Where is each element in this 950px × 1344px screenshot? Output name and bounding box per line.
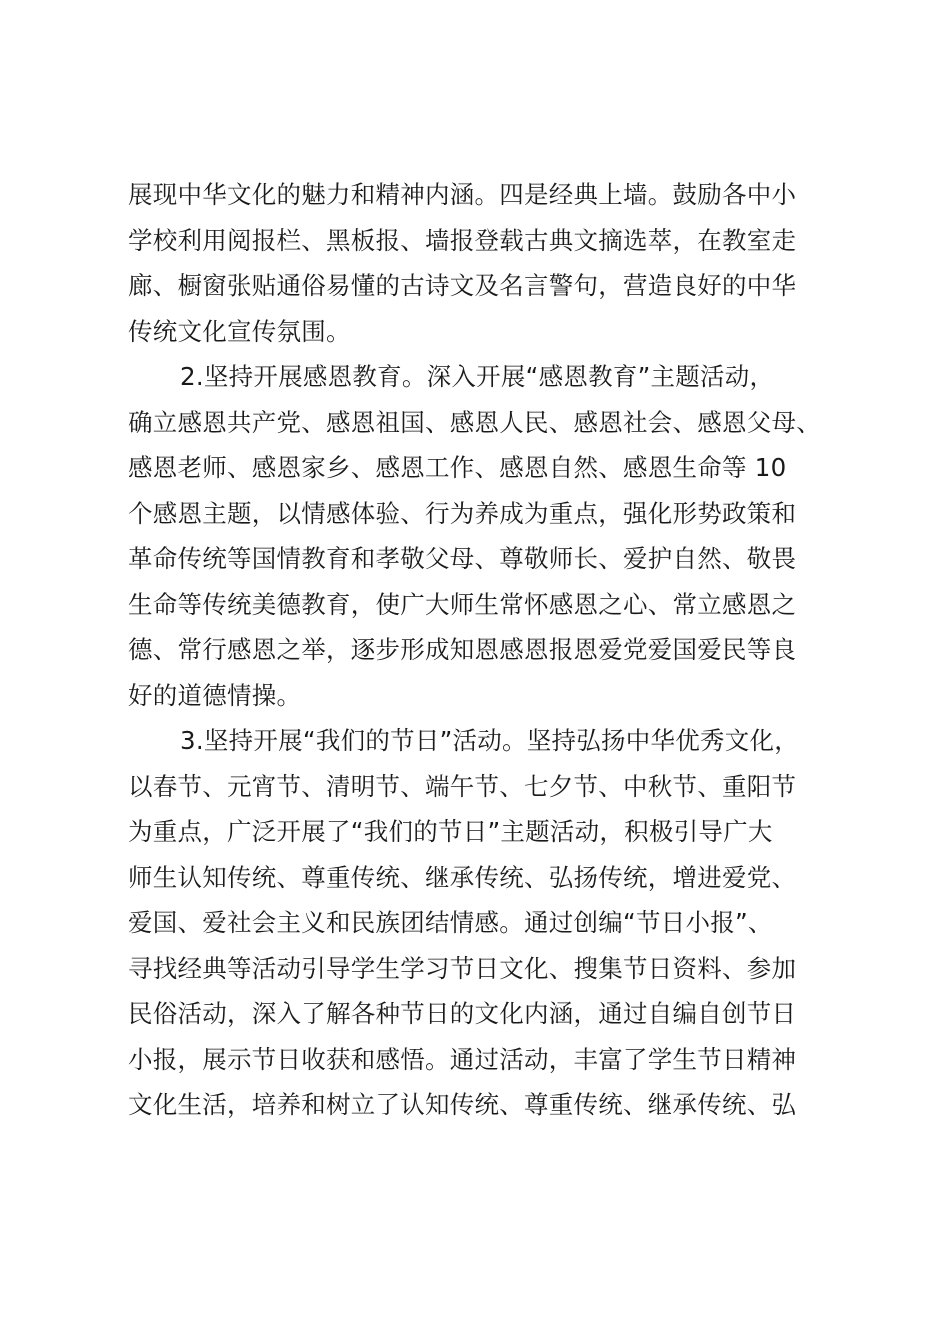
text-line: 感恩老师、感恩家乡、感恩工作、感恩自然、感恩生命等 10 (128, 453, 787, 482)
paragraph-heading-line: 3.坚持开展“我们的节日”活动。坚持弘扬中华优秀文化， (180, 726, 800, 755)
text-line: 为重点，广泛开展了“我们的节日”主题活动，积极引导广大 (128, 817, 773, 846)
text-line: 文化生活，培养和树立了认知传统、尊重传统、继承传统、弘 (128, 1090, 797, 1119)
paragraph-heading-line: 2.坚持开展感恩教育。深入开展“感恩教育”主题活动， (180, 362, 775, 391)
text-line: 以春节、元宵节、清明节、端午节、七夕节、中秋节、重阳节 (128, 771, 797, 801)
text-line: 小报，展示节日收获和感悟。通过活动，丰富了学生节日精神 (128, 1044, 797, 1074)
text-line: 好的道德情操。 (128, 680, 302, 710)
text-line: 学校利用阅报栏、黑板报、墙报登载古典文摘选萃，在教室走 (128, 225, 797, 255)
text-line: 生命等传统美德教育，使广大师生常怀感恩之心、常立感恩之 (128, 589, 797, 619)
text-line: 民俗活动，深入了解各种节日的文化内涵，通过自编自创节日 (128, 999, 797, 1028)
text-line: 爱国、爱社会主义和民族团结情感。通过创编“节日小报”、 (128, 908, 773, 937)
text-line: 廊、橱窗张贴通俗易懂的古诗文及名言警句，营造良好的中华 (128, 271, 797, 300)
text-line: 师生认知传统、尊重传统、继承传统、弘扬传统，增进爱党、 (128, 862, 797, 892)
text-line: 德、常行感恩之举，逐步形成知恩感恩报恩爱党爱国爱民等良 (128, 635, 797, 664)
text-line: 确立感恩共产党、感恩祖国、感恩人民、感恩社会、感恩父母、 (128, 407, 821, 437)
text-line: 革命传统等国情教育和孝敬父母、尊敬师长、爱护自然、敬畏 (128, 544, 797, 573)
text-line: 展现中华文化的魅力和精神内涵。四是经典上墙。鼓励各中小 (128, 180, 797, 209)
text-line: 个感恩主题，以情感体验、行为养成为重点，强化形势政策和 (128, 498, 797, 528)
document-body (128, 172, 828, 1128)
text-line: 寻找经典等活动引导学生学习节日文化、搜集节日资料、参加 (128, 953, 797, 983)
text-line: 传统文化宣传氛围。 (128, 316, 351, 346)
